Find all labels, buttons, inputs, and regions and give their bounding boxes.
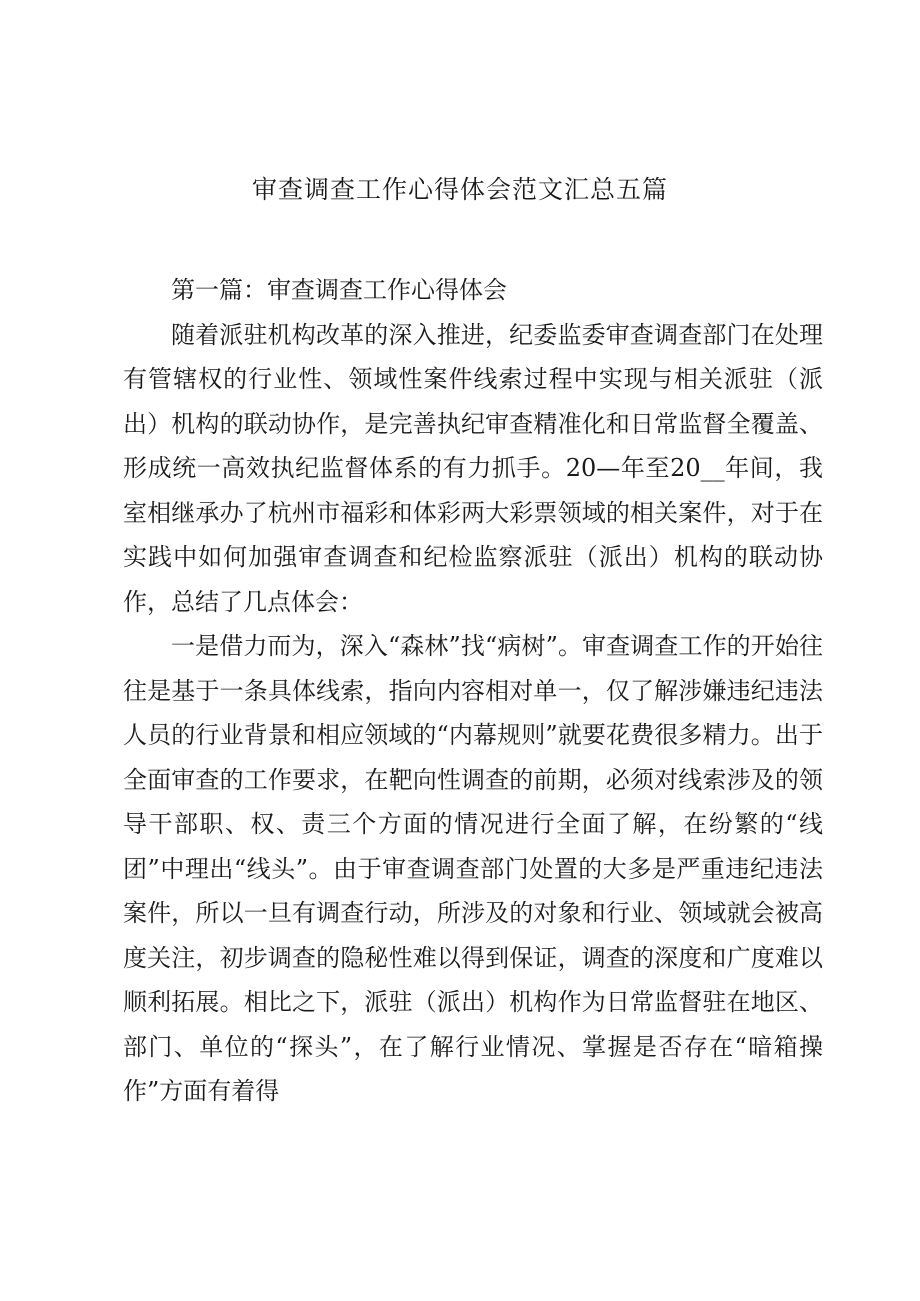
section-heading: 第一篇：审查调查工作心得体会 — [171, 276, 507, 304]
document-title: 审查调查工作心得体会范文汇总五篇 — [251, 175, 668, 204]
document-body — [123, 268, 823, 1114]
paragraph: 随着派驻机构改革的深入推进，纪委监委审查调查部门在处理有管辖权的行业性、领域性案件线索过程中实现与相关派驻（派出）机构的联动协作，是完善执纪审查精准化和日常监督全覆盖、形成统一高效执纪监督体系的有力抓手。20—年至20__年间，我室相继承办了杭州市福彩和体彩两大彩票领域的相关案件，对于在实践中如何加强审查调查和纪检监察派驻（派出）机构的联动协作，总结了几点体会： — [123, 320, 823, 616]
paragraph: 一是借力而为，深入“森林”找“病树”。审查调查工作的开始往往是基于一条具体线索，指向内容相对单一，仅了解涉嫌违纪违法人员的行业背景和相应领域的“内幕规则”就要花费很多精力。出于全面审查的工作要求，在靶向性调查的前期，必须对线索涉及的领导干部职、权、责三个方面的情况进行全面了解，在纷繁的“线团”中理出“线头”。由于审查调查部门处置的大多是严重违纪违法案件，所以一旦有调查行动，所涉及的对象和行业、领域就会被高度关注，初步调查的隐秘性难以得到保证，调查的深度和广度难以顺利拓展。相比之下，派驻（派出）机构作为日常监督驻在地区、部门、单位的“探头”，在了解行业情况、掌握是否存在“暗箱操作”方面有着得 — [123, 632, 823, 1105]
